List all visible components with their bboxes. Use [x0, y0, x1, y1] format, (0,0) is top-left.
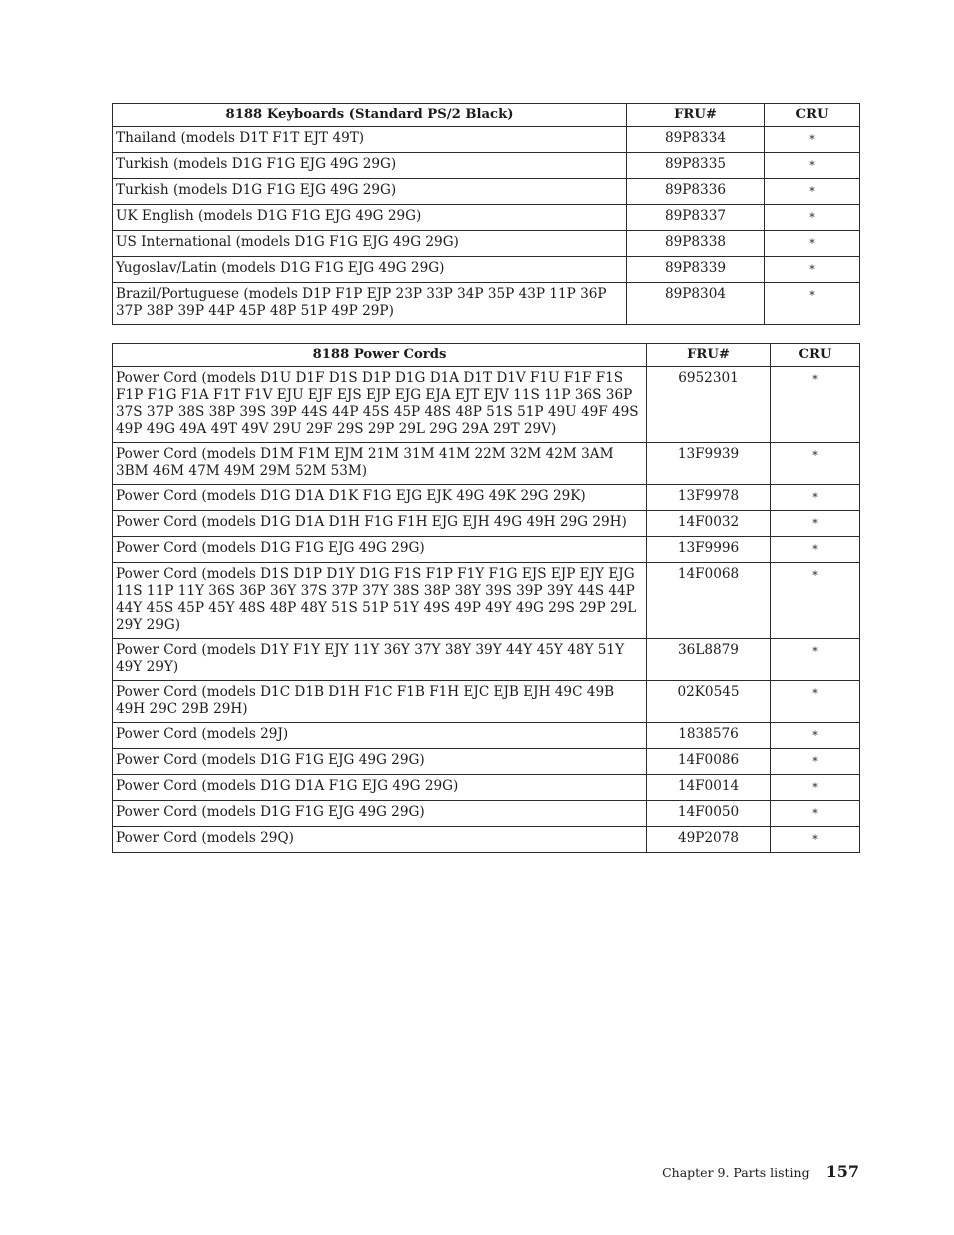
fru-number: 89P8304: [627, 283, 765, 325]
fru-number: 89P8336: [627, 179, 765, 205]
table-row: [113, 681, 860, 723]
power-cords-table: [112, 343, 860, 853]
fru-number: 13F9996: [647, 537, 771, 563]
fru-number: 36L8879: [647, 639, 771, 681]
cru-marker: *: [771, 827, 860, 853]
column-header-description: 8188 Keyboards (Standard PS/2 Black): [113, 104, 627, 127]
table-row: [113, 179, 860, 205]
column-header-cru: CRU: [771, 344, 860, 367]
table-row: [113, 443, 860, 485]
cru-marker: *: [765, 231, 860, 257]
cru-marker: *: [771, 801, 860, 827]
part-description: Power Cord (models D1U D1F D1S D1P D1G D1A D1T D1V F1U F1F F1S F1P F1G F1A F1T F1V EJU EJF EJS EJP EJG EJA EJT EJV 11S 11P 36S 36P 37S 37P 38S 38P 39S 39P 44S 44P 45S 45P 48S 48P 51S 51P 49U 49F 49S 49P 49G 49A 49T 49V 29U 29F 29S 29P 29L 29G 29A 29T 29V): [113, 367, 647, 443]
part-description: UK English (models D1G F1G EJG 49G 29G): [113, 205, 627, 231]
table-row: [113, 153, 860, 179]
table-row: [113, 775, 860, 801]
fru-number: 89P8334: [627, 127, 765, 153]
fru-number: 6952301: [647, 367, 771, 443]
table-row: [113, 367, 860, 443]
cru-marker: *: [771, 775, 860, 801]
part-description: Thailand (models D1T F1T EJT 49T): [113, 127, 627, 153]
fru-number: 14F0086: [647, 749, 771, 775]
fru-number: 13F9978: [647, 485, 771, 511]
part-description: Yugoslav/Latin (models D1G F1G EJG 49G 29G): [113, 257, 627, 283]
cru-marker: *: [771, 639, 860, 681]
table-row: [113, 205, 860, 231]
table-row: [113, 511, 860, 537]
fru-number: 13F9939: [647, 443, 771, 485]
power-cords-table-body: [113, 367, 860, 853]
table-row: [113, 537, 860, 563]
cru-marker: *: [771, 537, 860, 563]
part-description: Power Cord (models D1G F1G EJG 49G 29G): [113, 537, 647, 563]
keyboards-table-body: [113, 127, 860, 325]
part-description: Power Cord (models D1G F1G EJG 49G 29G): [113, 801, 647, 827]
cru-marker: *: [765, 179, 860, 205]
cru-marker: *: [765, 283, 860, 325]
fru-number: 14F0032: [647, 511, 771, 537]
part-description: Turkish (models D1G F1G EJG 49G 29G): [113, 179, 627, 205]
table-row: [113, 283, 860, 325]
cru-marker: *: [771, 681, 860, 723]
part-description: Power Cord (models D1M F1M EJM 21M 31M 41M 22M 32M 42M 3AM 3BM 46M 47M 49M 29M 52M 53M): [113, 443, 647, 485]
part-description: Power Cord (models D1G D1A D1H F1G F1H EJG EJH 49G 49H 29G 29H): [113, 511, 647, 537]
table-row: [113, 639, 860, 681]
cru-marker: *: [771, 511, 860, 537]
cru-marker: *: [771, 485, 860, 511]
fru-number: 89P8337: [627, 205, 765, 231]
table-row: [113, 127, 860, 153]
table-header-row: [113, 104, 860, 127]
cru-marker: *: [771, 367, 860, 443]
part-description: Power Cord (models 29Q): [113, 827, 647, 853]
cru-marker: *: [771, 443, 860, 485]
keyboards-table: [112, 103, 860, 325]
table-row: [113, 257, 860, 283]
cru-marker: *: [771, 563, 860, 639]
table-row: [113, 485, 860, 511]
table-header-row: [113, 344, 860, 367]
part-description: Brazil/Portuguese (models D1P F1P EJP 23P 33P 34P 35P 43P 11P 36P 37P 38P 39P 44P 45P 48P 51P 49P 29P): [113, 283, 627, 325]
table-row: [113, 801, 860, 827]
fru-number: 02K0545: [647, 681, 771, 723]
cru-marker: *: [765, 205, 860, 231]
cru-marker: *: [765, 127, 860, 153]
fru-number: 89P8338: [627, 231, 765, 257]
column-header-fru: FRU#: [627, 104, 765, 127]
chapter-title: Chapter 9. Parts listing: [662, 1165, 810, 1180]
part-description: Power Cord (models D1C D1B D1H F1C F1B F1H EJC EJB EJH 49C 49B 49H 29C 29B 29H): [113, 681, 647, 723]
table-row: [113, 723, 860, 749]
part-description: Power Cord (models D1G F1G EJG 49G 29G): [113, 749, 647, 775]
part-description: US International (models D1G F1G EJG 49G 29G): [113, 231, 627, 257]
part-description: Turkish (models D1G F1G EJG 49G 29G): [113, 153, 627, 179]
fru-number: 14F0014: [647, 775, 771, 801]
page-footer: [662, 1162, 859, 1181]
fru-number: 89P8339: [627, 257, 765, 283]
part-description: Power Cord (models D1Y F1Y EJY 11Y 36Y 37Y 38Y 39Y 44Y 45Y 48Y 51Y 49Y 29Y): [113, 639, 647, 681]
column-header-description: 8188 Power Cords: [113, 344, 647, 367]
table-row: [113, 749, 860, 775]
table-row: [113, 827, 860, 853]
column-header-fru: FRU#: [647, 344, 771, 367]
cru-marker: *: [765, 257, 860, 283]
fru-number: 1838576: [647, 723, 771, 749]
fru-number: 14F0050: [647, 801, 771, 827]
table-row: [113, 563, 860, 639]
cru-marker: *: [765, 153, 860, 179]
fru-number: 89P8335: [627, 153, 765, 179]
fru-number: 49P2078: [647, 827, 771, 853]
table-row: [113, 231, 860, 257]
part-description: Power Cord (models D1G D1A D1K F1G EJG EJK 49G 49K 29G 29K): [113, 485, 647, 511]
page-number: 157: [825, 1162, 859, 1181]
column-header-cru: CRU: [765, 104, 860, 127]
cru-marker: *: [771, 723, 860, 749]
cru-marker: *: [771, 749, 860, 775]
part-description: Power Cord (models D1S D1P D1Y D1G F1S F1P F1Y F1G EJS EJP EJY EJG 11S 11P 11Y 36S 36P 36Y 37S 37P 37Y 38S 38P 38Y 39S 39P 39Y 44S 44P 44Y 45S 45P 45Y 48S 48P 48Y 51S 51P 51Y 49S 49P 49Y 49G 29S 29P 29L 29Y 29G): [113, 563, 647, 639]
fru-number: 14F0068: [647, 563, 771, 639]
part-description: Power Cord (models D1G D1A F1G EJG 49G 29G): [113, 775, 647, 801]
part-description: Power Cord (models 29J): [113, 723, 647, 749]
